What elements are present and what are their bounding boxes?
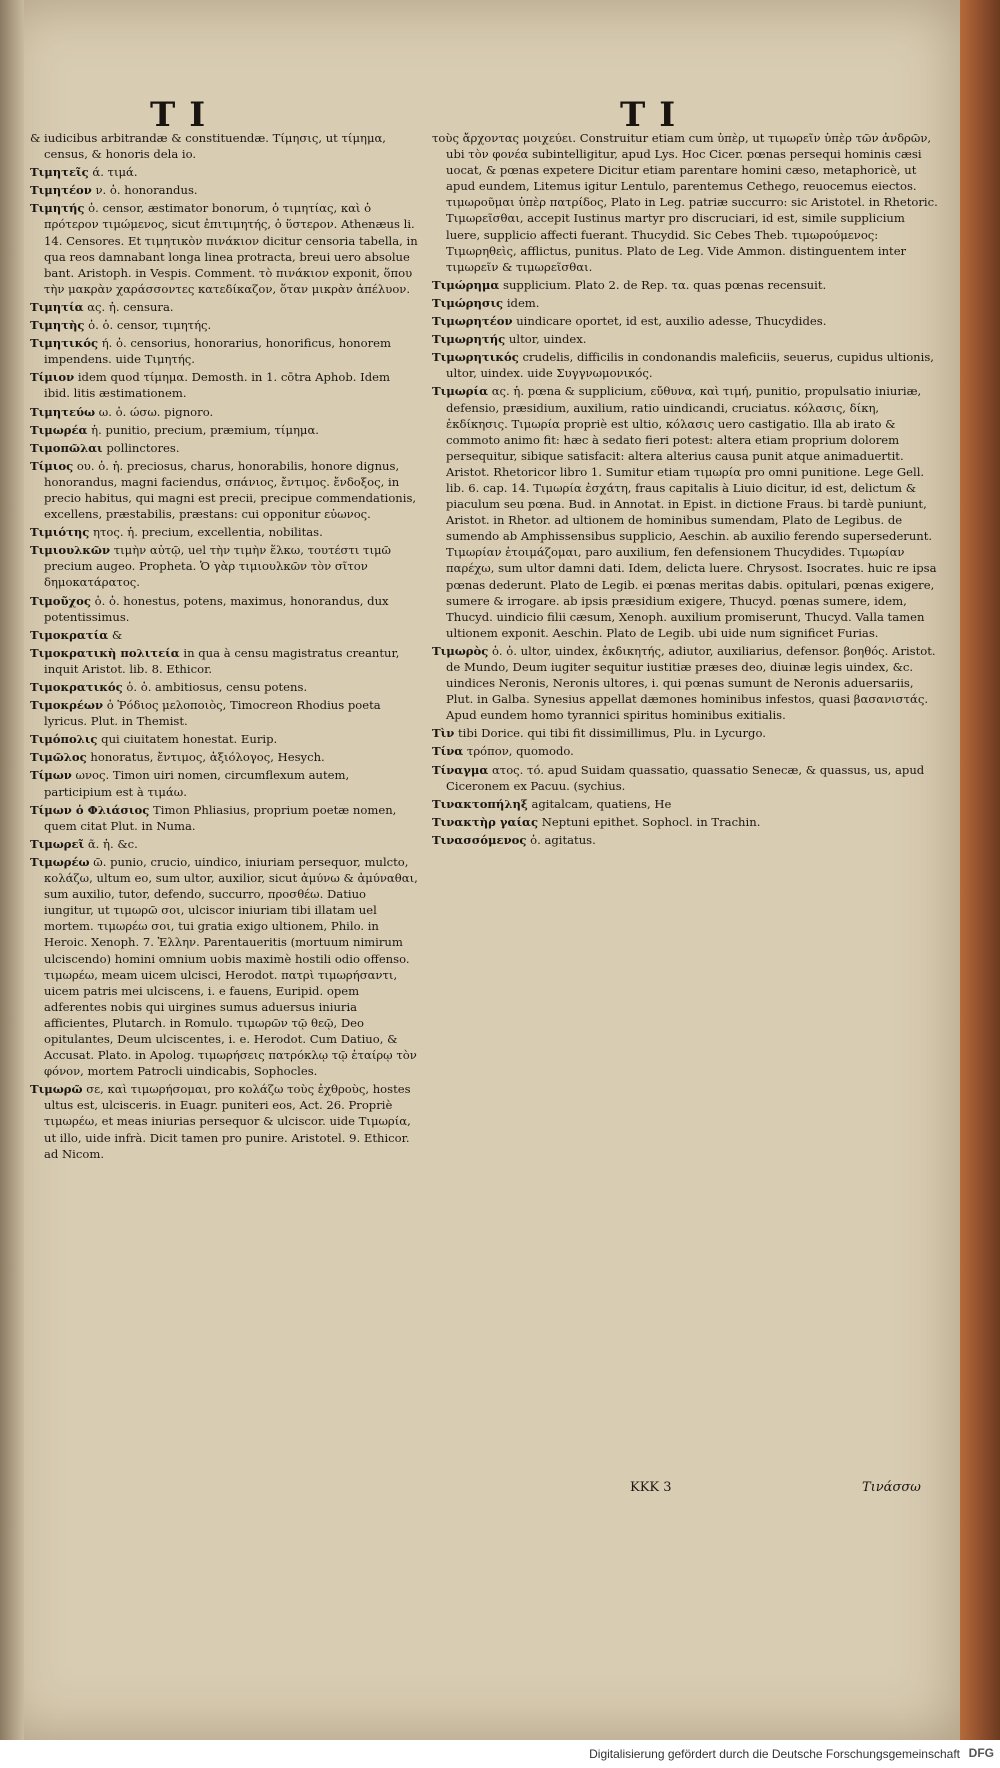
dfg-logo-icon: DFG — [968, 1746, 994, 1760]
entry-text: ῶ. punio, crucio, uindico, iniuriam persequor, mulcto, κολάζω, ultum eo, sum ultor, auxilior, sicut ἀμύνω & ἀμύναθαι, sum auxilio, tutor, defendo, succurro, προσθέω. Datiuo iungitur, ut τιμωρῶ σοι, ulciscor iniuriam tibi illatam uel mortem. τιμωρέω σοι, tui gratia exigo ultionem, Philo. in Heroic. Xenoph. 7. Ἑλλην. Parentaueritis (mortuum nimirum ulciscendo) homini omnium uobis maximè hostili odio offenso. τιμωρέω, meam uicem ulcisci, Herodot. πατρὶ τιμωρήσαντι, uicem patris mei ulciscens, i. e fauens, Euripid. opem adferentes nobis qui uirgines sumus aduersus iniuria afficientes, Plutarch. in Romulo. τιμωρῶν τῷ θεῷ, Deo opitulantes, Deum ulciscentes, i. e. Herodot. Cum Datiuo, & Accusat. Plato. in Apolog. τιμωρήσεις πατρόκλῳ τῷ ἑταίρῳ τὸν φόνον, mortem Patrocli uindicabis, Sophocles. — [44, 854, 418, 1079]
entry-headword: Τιμητέον — [30, 183, 92, 198]
dictionary-entry — [432, 295, 942, 311]
entry-headword: Τιμωρητέον — [432, 314, 513, 329]
dictionary-entry — [432, 814, 942, 830]
dictionary-entry — [30, 767, 418, 799]
entry-headword: Τινασσόμενος — [432, 832, 527, 847]
entry-headword: Τιμητεῖς — [30, 165, 89, 180]
entry-headword: Τιμωρητικός — [432, 350, 519, 365]
entry-text: ᾶ. ἡ. &c. — [87, 836, 138, 851]
entry-headword: Τιμητὴς — [30, 318, 85, 333]
entry-headword: Τιμωρέα — [30, 422, 88, 437]
entry-text: ὁ. agitatus. — [530, 832, 596, 847]
entry-headword: Τιμητής — [30, 201, 85, 216]
entry-text: ω. ὁ. ώσω. pignoro. — [98, 404, 214, 419]
running-head-left: TI — [150, 95, 220, 135]
entry-text: ὁ. ὁ. censor, τιμητής. — [88, 318, 212, 333]
dictionary-entry — [30, 524, 418, 540]
entry-headword: Τιμοκρατία — [30, 627, 109, 642]
entry-text: τιμὴν αὐτῷ, uel τὴν τιμὴν ἕλκω, τουτέστι τιμῶ precium augeo. Propheta. Ὁ γὰρ τιμιουλκῶν τὸν σῖτον δημοκατάρατος. — [44, 543, 391, 590]
entry-text: ή. ὁ. censorius, honorarius, honorificus, honorem impendens. uide Τιμητής. — [44, 336, 392, 367]
entry-headword: Τιμώρημα — [432, 277, 500, 292]
entry-text: idem. — [506, 295, 540, 310]
entry-text: ultor, uindex. — [508, 332, 587, 347]
dictionary-entry — [30, 627, 418, 643]
entry-text: ά. τιμά. — [92, 165, 138, 180]
dictionary-entry — [30, 335, 418, 367]
dictionary-entry — [432, 796, 942, 812]
entry-text: ητος. ἡ. precium, excellentia, nobilitas. — [93, 525, 323, 540]
entry-headword: Τιμωρὸς — [432, 643, 489, 658]
entry-headword: Τίμιον — [30, 370, 75, 385]
dictionary-entry — [30, 369, 418, 401]
entry-text: ὁ. ὁ. ambitiosus, censu potens. — [126, 680, 308, 694]
entry-headword: Τιμῶλος — [30, 750, 87, 765]
entry-headword: Τιμωρῶ — [30, 1082, 83, 1097]
running-head-right: TI — [620, 95, 690, 135]
entry-text: ας. ἡ. pœna & supplicium, εὔθυνα, καὶ τιμή, punitio, propulsatio iniuriæ, defensio, præsidium, auxilium, ratio uindicandi, cruciatus. κόλασις, δίκη, ἐκδίκησις. Τιμωρία propriè est ultio, κόλασις uero castigatio. Illa ab irato & commoto animo fit: hæc à sedato fieri potest: altera etiam proprium dolorem persequitur, sibique satisfacit: altera alterius causa punit atque animaduertit. Aristot. Rhetoricor libro 1. Sumitur etiam τιμωρία pro omni punitione. Lege Gell. lib. 6. cap. 14. Τιμωρία ἐσχάτη, fraus capitalis à Liuio dicitur, id est, delictum & piaculum seu pœna. Bud. in Annotat. in Epist. in dictione Fraus. bi tardè puniunt, Aristot. in Rhetor. ad ultionem de hominibus sumendam, Plato de Legibus. de sumendo ab Amphissensibus supplicio, Aeschin. ab auxilio ferendo supersederunt. Τιμωρίαν ἑτοιμάζομαι, paro auxilium, fen defensionem Thucydides. Τιμωρίαν παρέχω, sum ultor damni dati. Idem, delicta luere. Chrysost. Isocrates. huic re ipsa pœnas dederunt. Plato de Legib. ei pœnas meritas dabis. opitulari, pœnas exigere, sumere & irrogare. ab ipsis præsidium exigere, Thucyd. pœnas sumere, idem, Thucyd. uindicio filii cæsum, Xenoph. auxilium promiserunt, Thucyd. Valla tamen ultionem exponit. Aeschin. Plato de Legib. ubi uide num significet Furias. — [446, 384, 937, 640]
entry-text: ας. ἡ. censura. — [87, 299, 174, 314]
entry-headword: Τιμιουλκῶν — [30, 543, 111, 558]
entry-text: ν. ὁ. honorandus. — [95, 183, 198, 198]
dictionary-entry — [30, 542, 418, 590]
entry-text: & — [111, 627, 123, 642]
dictionary-entry — [30, 1081, 418, 1161]
entry-headword: Τιμώρησις — [432, 295, 504, 310]
dictionary-entry — [30, 164, 418, 180]
digitization-footer — [0, 1740, 1000, 1768]
dictionary-entry — [30, 182, 418, 198]
entry-headword: Τὶν — [432, 726, 455, 741]
dictionary-entry — [432, 832, 942, 848]
entry-headword: Τίνα — [432, 744, 464, 759]
dictionary-entry — [30, 836, 418, 852]
dictionary-entry — [30, 697, 418, 729]
entry-text: agitalcam, quatiens, He — [531, 796, 672, 811]
entry-text: ὁ. censor, æstimator bonorum, ὁ τιμητίας, καὶ ὁ πρότερον τιμώμενος, sicut ἐπιτιμητής, ὁ ὕστερον. Athenæus li. 14. Censores. Et τιμητικὸν πινάκιον dicitur censoria tabella, in qua reos damnabant longa linea protracta, breui uero absolue bant. Aristoph. in Vespis. Comment. τὸ πινάκιον exponit, ὅπου τὴν μακρὰν χαράσσοντες κατεδίκαζον, ὅταν μικρὰν ἀπέλυον. — [44, 201, 418, 296]
entry-headword: Τιμοκρατικός — [30, 680, 123, 694]
entry-headword: Τιμοῦχος — [30, 593, 91, 608]
dictionary-entry — [432, 643, 942, 723]
entry-text: Neptuni epithet. Sophocl. in Trachin. — [541, 814, 761, 829]
entry-headword: Τιμόπολις — [30, 732, 98, 747]
dictionary-entry — [30, 422, 418, 438]
entry-headword: Τιμητία — [30, 299, 84, 314]
dictionary-entry — [30, 299, 418, 315]
entry-headword: Τίμων — [30, 768, 72, 783]
entry-headword: Τιμωρέω — [30, 854, 90, 869]
entry-headword: Τίμων ὁ Φλιάσιος — [30, 802, 150, 817]
footer-text: Digitalisierung gefördert durch die Deutsche Forschungsgemeinschaft — [589, 1747, 960, 1761]
entry-text: τοὺς ἄρχοντας μοιχεύει. Construitur etiam cum ὑπὲρ, ut τιμωρεῖν ὑπὲρ τῶν ἀνδρῶν, ubi τὸν φονέα subintelligitur, apud Lys. Hoc Cicer. pœnas persequi hominis cæsi uocat, & pœnas expetere Dicitur etiam parentare homini cæso, metaphoricè, ut apud eundem, Litemus igitur Lentulo, parentemus Cethego, reuocemus eiectos. τιμωροῦμαι ὑπὲρ πατρίδος, Plato in Leg. patriæ succurro: sic Aristotel. in Rhetoric. Τιμωρεῖσθαι, accepit Iustinus martyr pro discruciari, id est, simile supplicium luere, supplicio affecti fuerant. Thucydid. Sic Cebes Theb. τιμωρούμενος: Τιμωρηθεὶς, afflictus, punitus. Plato de Leg. Vide Ammon. distinguentem inter τιμωρεῖν & τιμωρεῖσθαι. — [432, 131, 938, 274]
entry-text: τρόπον, quomodo. — [466, 744, 574, 759]
entry-headword: Τίναγμα — [432, 762, 489, 777]
dictionary-entry — [30, 130, 418, 162]
left-column — [30, 130, 418, 1164]
entry-text: qui ciuitatem honestat. Eurip. — [101, 732, 278, 747]
dictionary-entry — [432, 277, 942, 293]
dictionary-entry — [432, 331, 942, 347]
dictionary-entry — [30, 317, 418, 333]
dictionary-entry — [432, 725, 942, 741]
dictionary-entry — [30, 593, 418, 625]
dictionary-entry — [432, 383, 942, 641]
dictionary-entry — [432, 762, 942, 794]
entry-text: supplicium. Plato 2. de Rep. τα. quas pœnas recensuit. — [503, 277, 827, 292]
dictionary-entry — [30, 679, 418, 695]
entry-text: ωνος. Timon uiri nomen, circumflexum autem, participium est à τιμάω. — [44, 768, 350, 799]
catchword: Τινάσσω — [862, 1480, 921, 1495]
dictionary-entry — [432, 743, 942, 759]
entry-headword: Τινακτὴρ γαίας — [432, 814, 539, 829]
entry-headword: Τιμοκρατικὴ πολιτεία — [30, 645, 180, 660]
entry-text: Timon Phliasius, proprium poetæ nomen, quem citat Plut. in Numa. — [44, 802, 397, 833]
entry-headword: Τιμιότης — [30, 525, 90, 540]
entry-text: honoratus, ἔντιμος, ἀξιόλογος, Hesych. — [90, 750, 325, 765]
dictionary-entry — [432, 313, 942, 329]
entry-text: crudelis, difficilis in condonandis maleficiis, seuerus, cupidus ultionis, ultor, uindex. uide Συγγνωμονικός. — [446, 350, 934, 381]
dictionary-entry — [30, 440, 418, 456]
entry-text: pollinctores. — [106, 440, 180, 455]
entry-text: idem quod τίμημα. Demosth. in 1. cōtra Aphob. Idem ibid. litis æstimationem. — [44, 370, 390, 401]
dictionary-entry — [30, 458, 418, 522]
signature-mark: KKK 3 — [630, 1480, 672, 1495]
book-edge — [960, 0, 1000, 1740]
dictionary-entry — [30, 404, 418, 420]
entry-headword: Τιμωρητής — [432, 332, 506, 347]
entry-text: ὁ. ὁ. ultor, uindex, ἐκδικητής, adiutor, auxiliarius, defensor. βοηθός. Aristot. de Mundo, Deum iugiter sequitur iustitiæ præses deo, diuinæ legis uindex, &c. uindices Neronis, Neronis ultores, i. qui pœnas sumunt de Neronis aduersariis, Plut. in Galba. Synesius appellat dæmones hominibus infestos, quasi βασανιστάς. Apud eundem homo tyrannici spiritus hominibus exitialis. — [446, 643, 936, 723]
dictionary-entry — [432, 349, 942, 381]
entry-text: σε, καὶ τιμωρήσομαι, pro κολάζω τοὺς ἐχθροὺς, hostes ultus est, ulcisceris. in Euagr. puniteri eos, Act. 26. Propriè τιμωρέω, et meas iniurias persequor & ulciscor. uide Τιμωρία, ut illo, uide infrà. Dicit tamen pro punire. Aristotel. 9. Ethicor. ad Nicom. — [44, 1082, 411, 1161]
dictionary-entry — [30, 802, 418, 834]
entry-headword: Τιμωρεῖ — [30, 836, 85, 851]
dictionary-entry — [30, 731, 418, 747]
entry-headword: Τινακτοπήληξ — [432, 796, 528, 811]
entry-headword: Τίμιος — [30, 458, 74, 473]
right-column — [432, 130, 942, 850]
entry-headword: Τιμοκρέων — [30, 698, 103, 713]
entry-headword: Τιμητικός — [30, 336, 99, 351]
entry-text: ατος. τό. apud Suidam quassatio, quassatio Senecæ, & quassus, us, apud Ciceronem ex Pacuu. (sychius. — [446, 762, 925, 793]
entry-text: tibi Dorice. qui tibi fit dissimillimus, Plu. in Lycurgo. — [457, 726, 766, 741]
entry-headword: Τιμωρία — [432, 384, 489, 399]
dictionary-entry — [30, 854, 418, 1079]
entry-headword: Τιμητεύω — [30, 404, 96, 419]
entry-text: ὁ. ὁ. honestus, potens, maximus, honorandus, dux potentissimus. — [44, 593, 389, 624]
entry-text: ὁ Ῥόδιος μελοποιὸς, Timocreon Rhodius poeta lyricus. Plut. in Themist. — [44, 698, 381, 729]
dictionary-entry — [432, 130, 942, 275]
dictionary-entry — [30, 749, 418, 765]
entry-headword: Τιμοπῶλαι — [30, 440, 103, 455]
entry-text: & iudicibus arbitrandæ & constituendæ. Τίμησις, ut τίμημα, census, & honoris dela io. — [30, 131, 386, 162]
entry-text: uindicare oportet, id est, auxilio adesse, Thucydides. — [516, 314, 827, 329]
page-gutter — [0, 0, 24, 1740]
entry-text: ἡ. punitio, precium, præmium, τίμημα. — [91, 422, 319, 437]
entry-text: ου. ὁ. ἡ. preciosus, charus, honorabilis, honore dignus, honorandus, magni faciendus, σπάνιος, ἔντιμος. ἔνδοξος, in precio habitus, qui magni est precii, precipue commendationis, excellens, præstabilis, præstans: cui opponitur εὐωνος. — [44, 458, 417, 522]
dictionary-entry — [30, 200, 418, 297]
dictionary-entry — [30, 645, 418, 677]
entry-text: in qua à censu magistratus creantur, inquit Aristot. lib. 8. Ethicor. — [44, 645, 400, 676]
